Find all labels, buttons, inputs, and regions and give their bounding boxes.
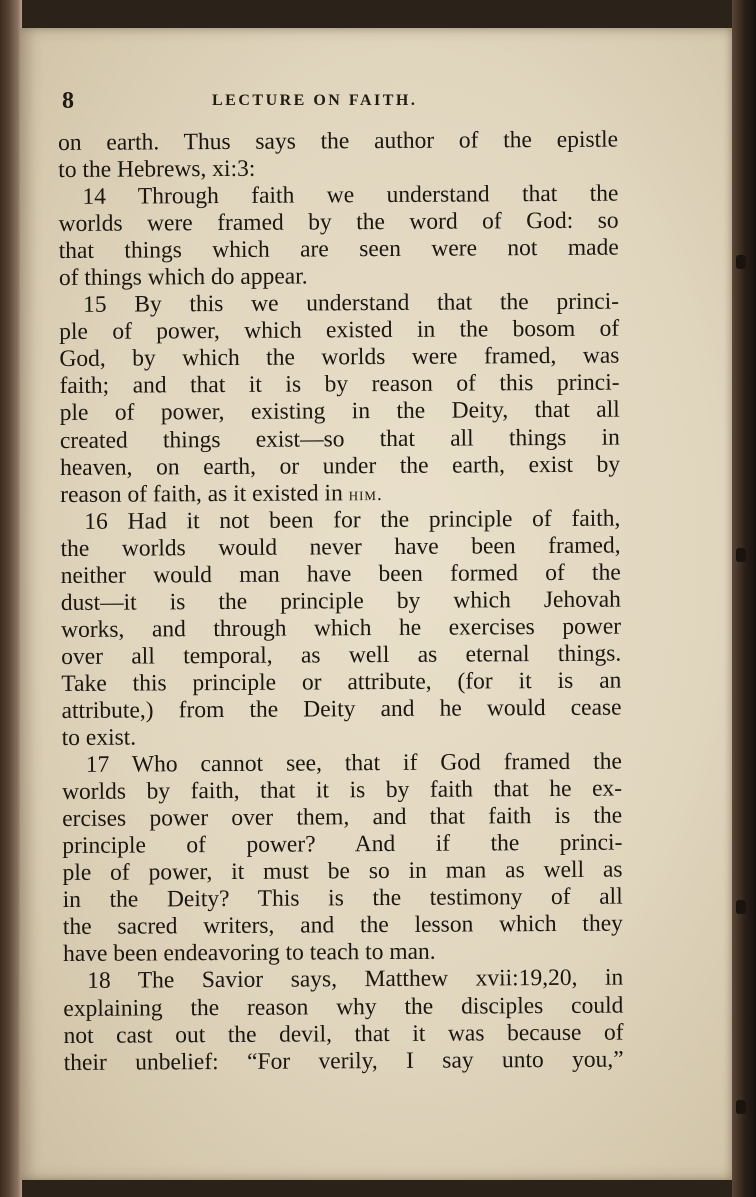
text-line: created things exist—so that all things in — [59, 424, 620, 454]
page-number: 8 — [62, 88, 74, 114]
text-line: to exist. — [61, 724, 137, 752]
page-header — [62, 62, 622, 114]
text-line: heaven, on earth, or under the earth, exist by — [59, 451, 621, 481]
text-line: 14 Through faith we understand that the — [82, 180, 619, 210]
text-line: 17 Who cannot see, that if God framed the — [85, 748, 622, 778]
book-binding — [0, 0, 22, 1197]
text-line: 16 Had it not been for the principle of faith, — [84, 505, 621, 535]
edge-mark — [736, 548, 746, 562]
text-line: attribute,) from the Deity and he would cease — [61, 694, 622, 724]
text-line: not cast out the devil, that it was because of — [63, 1019, 624, 1049]
text-line: their unbelief: “For verily, I say unto you,” — [63, 1046, 624, 1076]
text-line: neither would man have been formed of the — [60, 559, 621, 589]
text-line: the sacred writers, and the lesson which they — [62, 910, 623, 941]
text-line: 15 By this we understand that the princi- — [82, 288, 620, 319]
text-line: in the Deity? This is the testimony of all — [62, 883, 623, 914]
text-line: works, and through which he exercises power — [60, 613, 622, 643]
page-body — [58, 127, 624, 1077]
text-line: over all temporal, as well as eternal things. — [61, 640, 622, 670]
small-caps-him: him. — [348, 483, 383, 505]
text-line: 18 The Savior says, Matthew xvii:19,20, in — [87, 965, 624, 995]
text-line-prefix: reason of faith, as it existed in — [60, 479, 343, 508]
edge-mark — [736, 255, 746, 269]
text-line: the worlds would never have been framed, — [60, 532, 621, 562]
text-line: ple of power, it must be so in man as well as — [62, 856, 623, 887]
page-fore-edge — [732, 0, 756, 1197]
text-line: of things which do appear. — [58, 263, 308, 292]
text-line: ple of power, which existed in the bosom of — [59, 315, 620, 346]
text-line-with-small-caps — [60, 478, 620, 508]
text-line: principle of power? And if the princi- — [62, 829, 623, 860]
text-line: that things which are seen were not made — [58, 234, 619, 265]
running-head: LECTURE ON FAITH. — [212, 92, 418, 109]
text-line: Take this principle or attribute, (for it is an — [61, 667, 622, 697]
text-line: dust—it is the principle by which Jehovah — [60, 586, 621, 616]
text-line: worlds were framed by the word of God: so — [58, 207, 619, 238]
text-line: ercises power over them, and that faith is the — [62, 802, 623, 833]
text-line: on earth. Thus says the author of the epistle — [58, 126, 619, 156]
text-line: God, by which the worlds were framed, was — [59, 342, 620, 373]
edge-mark — [736, 900, 746, 914]
text-line: have been endeavoring to teach to man. — [62, 939, 436, 968]
text-line: explaining the reason why the disciples could — [63, 992, 624, 1022]
text-line: faith; and that it is by reason of this princi- — [59, 369, 620, 400]
edge-mark — [736, 1100, 746, 1114]
text-line: worlds by faith, that it is by faith that he ex- — [61, 775, 623, 806]
text-line: ple of power, existing in the Deity, that all — [59, 397, 620, 427]
text-line: to the Hebrews, xi:3: — [58, 155, 256, 184]
